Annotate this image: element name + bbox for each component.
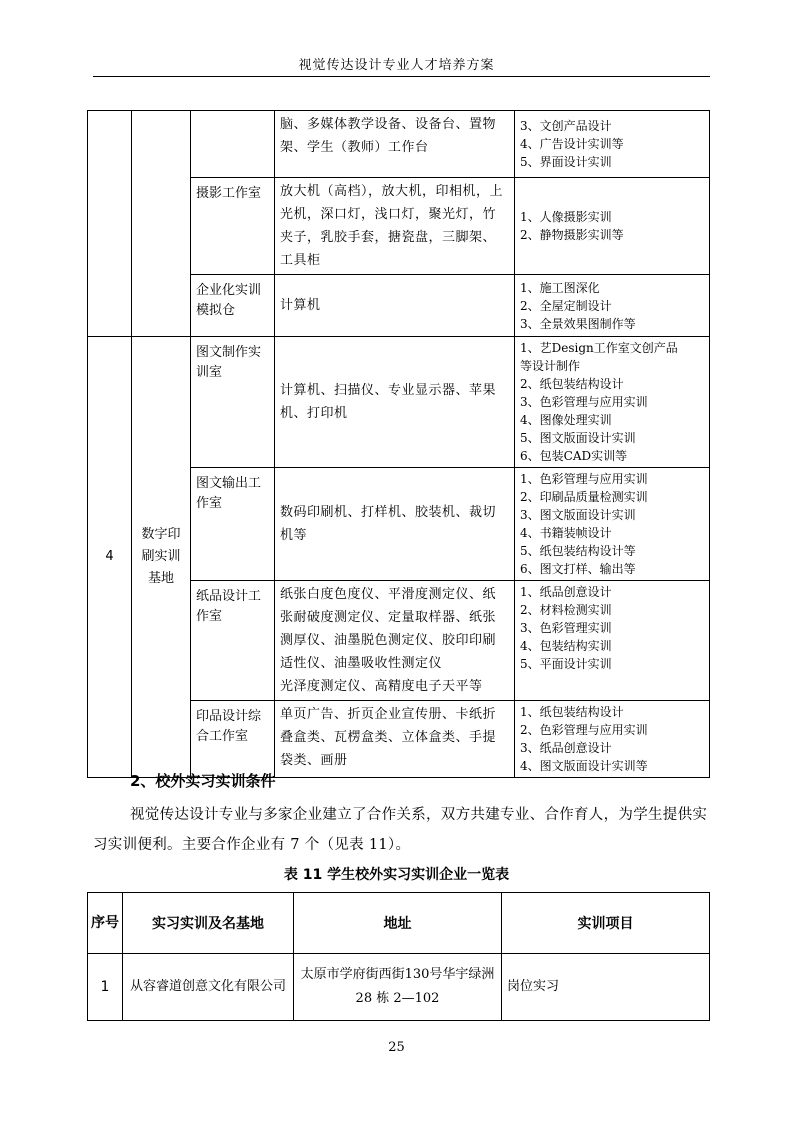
equipment-cell: 单页广告、折页企业宣传册、卡纸折叠盒类、瓦楞盒类、立体盒类、手提袋类、画册 xyxy=(275,701,515,778)
equipment-cell xyxy=(275,581,515,701)
project-item: 2、色彩管理与应用实训 xyxy=(520,723,648,737)
project-item: 1、色彩管理与应用实训 xyxy=(520,472,648,486)
base-name-cell: 数字印刷实训基地 xyxy=(132,337,191,778)
project-item: 3、色彩管理与应用实训 xyxy=(520,395,648,409)
projects-cell xyxy=(515,178,710,275)
company-cell: 从容睿道创意文化有限公司 xyxy=(123,954,294,1021)
page-header-title: 视觉传达设计专业人才培养方案 xyxy=(298,58,495,73)
projects-cell xyxy=(515,701,710,778)
column-header-address: 地址 xyxy=(294,893,502,954)
project-item: 4、包装结构实训 xyxy=(520,639,612,653)
equipment-cell: 放大机（高档），放大机，印相机，上光机，深口灯，浅口灯，聚光灯，竹夹子，乳胶手套，搪瓷盘，三脚架、工具柜 xyxy=(275,178,515,275)
base-cell-continued xyxy=(132,111,191,337)
project-item: 4、图像处理实训 xyxy=(520,413,612,427)
projects-cell xyxy=(515,581,710,701)
project-item: 6、图文打样、输出等 xyxy=(520,562,636,576)
project-item: 1、人像摄影实训 xyxy=(520,210,612,224)
equipment-cell: 数码印刷机、打样机、胶装机、裁切机等 xyxy=(275,468,515,581)
project-item: 4、图文版面设计实训等 xyxy=(520,759,648,773)
seq-cell: 1 xyxy=(88,954,123,1021)
projects-cell xyxy=(515,337,710,468)
projects-cell xyxy=(515,275,710,337)
project-item: 5、图文版面设计实训 xyxy=(520,431,636,445)
project-item: 5、平面设计实训 xyxy=(520,657,612,671)
address-cell: 太原市学府街西街130号华宇绿洲 28 栋 2—102 xyxy=(294,954,502,1021)
page-number: 25 xyxy=(388,1040,405,1055)
project-item: 1、艺Design工作室文创产品 xyxy=(520,341,678,355)
project-item: 等设计制作 xyxy=(520,359,581,373)
project-item: 5、纸包装结构设计等 xyxy=(520,544,636,558)
project-item: 1、纸品创意设计 xyxy=(520,585,612,599)
project-item: 1、纸包装结构设计 xyxy=(520,705,624,719)
room-cell: 企业化实训模拟仓 xyxy=(191,275,275,337)
room-cell: 纸品设计工作室 xyxy=(191,581,275,701)
table-row xyxy=(88,337,710,468)
room-cell: 摄影工作室 xyxy=(191,178,275,275)
project-item: 2、材料检测实训 xyxy=(520,603,612,617)
column-header-seq: 序号 xyxy=(88,893,123,954)
project-item: 1、施工图深化 xyxy=(520,280,600,295)
project-item: 3、全景效果图制作等 xyxy=(520,316,636,331)
column-header-project: 实训项目 xyxy=(502,893,710,954)
projects-cell xyxy=(515,468,710,581)
equipment-text: 纸张白度色度仪、平滑度测定仪、纸张耐破度测定仪、定量取样器、纸张测厚仪、油墨脱色测定仪、胶印印刷适性仪、油墨吸收性测定仪 xyxy=(280,587,497,671)
project-item: 6、包装CAD实训等 xyxy=(520,449,628,463)
equipment-text-extra: 光泽度测定仪、高精度电子天平等 xyxy=(280,679,483,694)
room-cell xyxy=(191,111,275,178)
project-item: 4、广告设计实训等 xyxy=(520,137,624,151)
project-cell: 岗位实习 xyxy=(502,954,710,1021)
external-internship-table xyxy=(87,892,710,1021)
table-row xyxy=(88,111,710,178)
equipment-cell: 脑、多媒体教学设备、设备台、置物架、学生（教师）工作台 xyxy=(275,111,515,178)
number-cell-continued xyxy=(88,111,132,337)
project-item: 3、纸品创意设计 xyxy=(520,741,612,755)
equipment-cell: 计算机、扫描仪、专业显示器、苹果机、打印机 xyxy=(275,337,515,468)
room-cell: 图文输出工作室 xyxy=(191,468,275,581)
project-item: 2、印刷品质量检测实训 xyxy=(520,490,648,504)
project-item: 2、纸包装结构设计 xyxy=(520,377,624,391)
project-item: 2、静物摄影实训等 xyxy=(520,228,624,242)
room-cell: 图文制作实训室 xyxy=(191,337,275,468)
project-item: 2、全屋定制设计 xyxy=(520,298,612,313)
table-row xyxy=(88,954,710,1021)
project-item: 3、色彩管理实训 xyxy=(520,621,612,635)
table-caption: 表 11 学生校外实习实训企业一览表 xyxy=(283,867,510,883)
header-rule xyxy=(93,76,710,77)
base-number-cell: 4 xyxy=(88,337,132,778)
project-item: 3、文创产品设计 xyxy=(520,119,612,133)
room-cell: 印品设计综合工作室 xyxy=(191,701,275,778)
equipment-cell: 计算机 xyxy=(275,275,515,337)
column-header-name: 实习实训及名基地 xyxy=(123,893,294,954)
project-item: 5、界面设计实训 xyxy=(520,155,612,169)
projects-cell xyxy=(515,111,710,178)
project-item: 4、书籍装帧设计 xyxy=(520,526,612,540)
training-facilities-table xyxy=(87,110,710,778)
project-item: 3、图文版面设计实训 xyxy=(520,508,636,522)
body-paragraph: 视觉传达设计专业与多家企业建立了合作关系，双方共建专业、合作育人，为学生提供实习实训便利。主要合作企业有 7 个（见表 11）。 xyxy=(93,807,708,853)
table-header-row xyxy=(88,893,710,954)
section-heading: 2、校外实习实训条件 xyxy=(130,772,276,790)
